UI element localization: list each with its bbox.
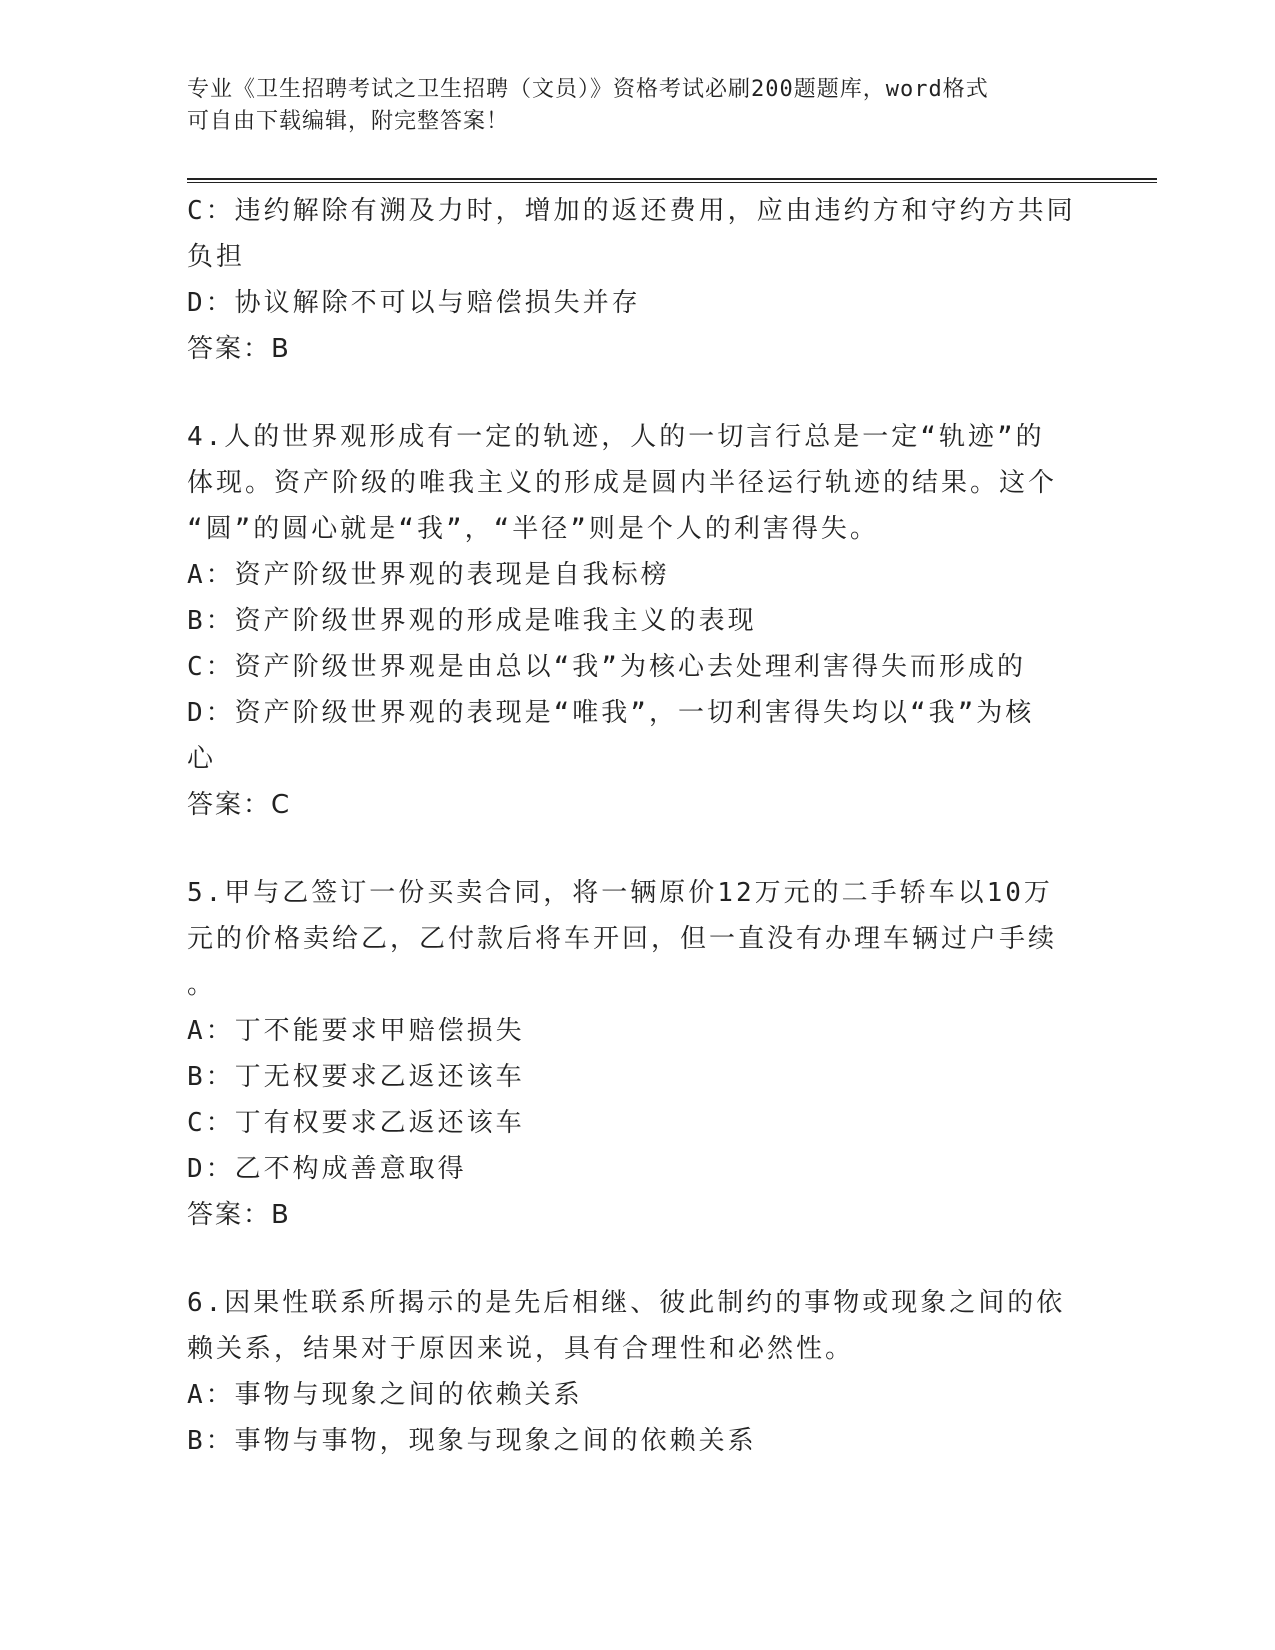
question-stem-line-3: 。: [187, 970, 217, 1000]
option-d: D：协议解除不可以与赔偿损失并存: [187, 288, 641, 318]
header-divider: [187, 178, 1157, 183]
option-a: A：丁不能要求甲赔偿损失: [187, 1016, 525, 1046]
option-b: B：事物与事物，现象与现象之间的依赖关系: [187, 1426, 757, 1456]
option-c: C：丁有权要求乙返还该车: [187, 1108, 525, 1138]
question-stem-line-2: 元的价格卖给乙，乙付款后将车开回，但一直没有办理车辆过户手续: [187, 924, 1058, 954]
option-c-line-2: 负担: [187, 242, 246, 272]
question-6: [187, 1280, 1077, 1464]
option-d-line-2: 心: [187, 744, 217, 774]
question-stem-line-1: 4.人的世界观形成有一定的轨迹，人的一切言行总是一定“轨迹”的: [187, 422, 1045, 452]
option-a: A：资产阶级世界观的表现是自我标榜: [187, 560, 670, 590]
document-header: [187, 74, 1067, 138]
question-4: [187, 414, 1077, 828]
question-stem-line-1: 5.甲与乙签订一份买卖合同，将一辆原价12万元的二手轿车以10万: [187, 878, 1053, 908]
header-title-line-2: 可自由下载编辑，附完整答案！: [187, 109, 510, 134]
question-stem-line-3: “圆”的圆心就是“我”，“半径”则是个人的利害得失。: [187, 514, 879, 544]
answer: 答案：B: [187, 334, 291, 364]
option-c: C：资产阶级世界观是由总以“我”为核心去处理利害得失而形成的: [187, 652, 1026, 682]
question-stem-line-2: 体现。资产阶级的唯我主义的形成是圆内半径运行轨迹的结果。这个: [187, 468, 1058, 498]
option-c-line-1: C：违约解除有溯及力时，增加的返还费用，应由违约方和守约方共同: [187, 196, 1076, 226]
question-5: [187, 870, 1077, 1238]
option-d: D：乙不构成善意取得: [187, 1154, 467, 1184]
question-list: [187, 188, 1077, 1464]
option-a: A：事物与现象之间的依赖关系: [187, 1380, 583, 1410]
option-b: B：丁无权要求乙返还该车: [187, 1062, 525, 1092]
question-3-tail: [187, 188, 1077, 372]
question-stem-line-1: 6.因果性联系所揭示的是先后相继、彼此制约的事物或现象之间的依: [187, 1288, 1066, 1318]
header-title-line-1: 专业《卫生招聘考试之卫生招聘（文员）》资格考试必刷200题题库，word格式: [187, 77, 989, 102]
option-b: B：资产阶级世界观的形成是唯我主义的表现: [187, 606, 757, 636]
question-stem-line-2: 赖关系，结果对于原因来说，具有合理性和必然性。: [187, 1334, 855, 1364]
answer: 答案：B: [187, 1200, 291, 1230]
answer: 答案：C: [187, 790, 292, 820]
option-d-line-1: D：资产阶级世界观的表现是“唯我”，一切利害得失均以“我”为核: [187, 698, 1035, 728]
